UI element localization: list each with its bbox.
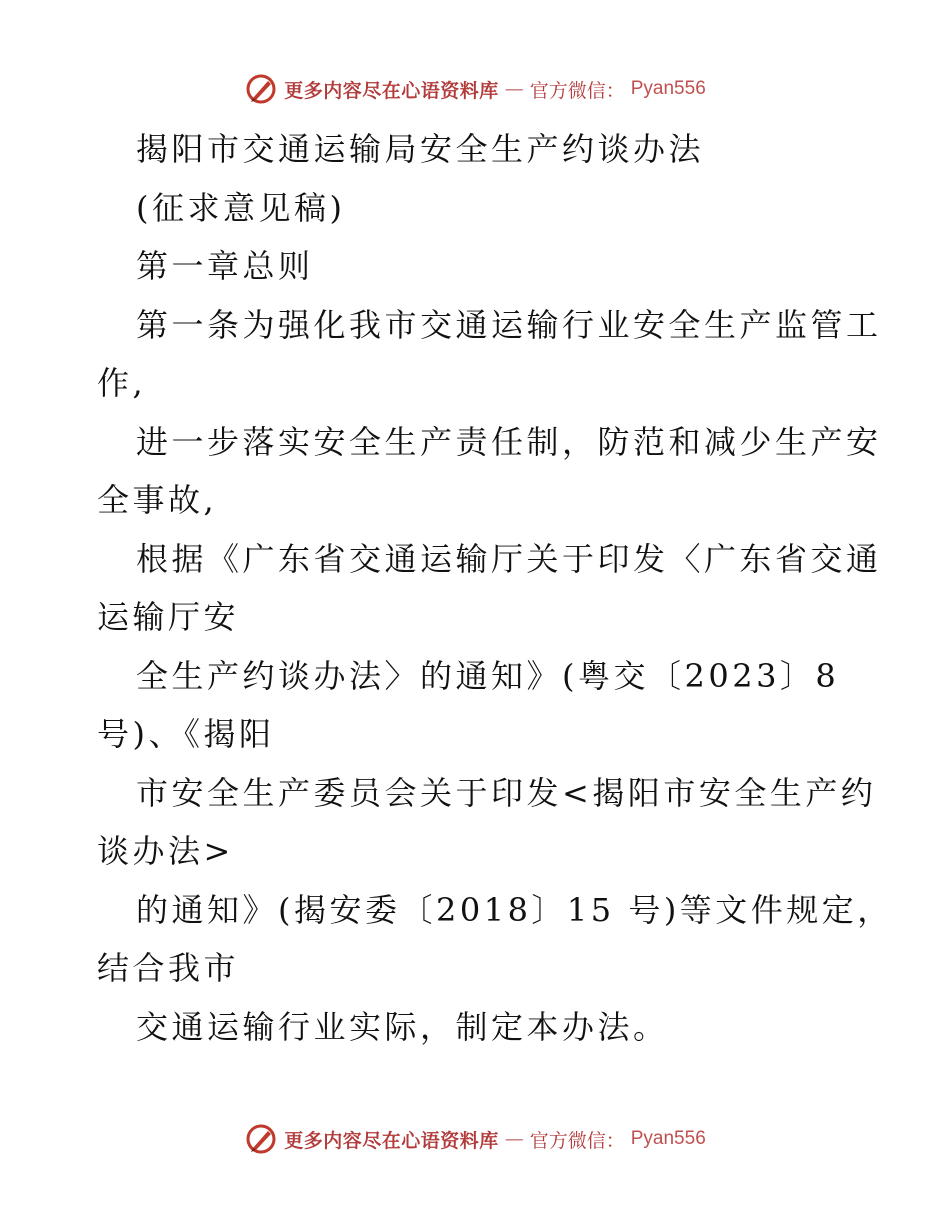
banner-wechat-label: 官方微信： [529, 1129, 625, 1152]
banner-separator: — [504, 78, 524, 100]
document-line: 根据《广东省交通运输厅关于印发〈广东省交通 [136, 539, 882, 578]
document-line: 交通运输行业实际，制定本办法。 [136, 1007, 669, 1046]
document-line: 第一章总则 [136, 247, 314, 285]
document-line: 的通知》(揭安委〔2018〕15 号)等文件规定， [136, 890, 893, 929]
document-body [97, 120, 893, 1056]
banner-brand: 更多内容尽在心语资料库 [284, 1129, 499, 1152]
document-line: 全事故, [97, 481, 218, 519]
document-line: 全生产约谈办法〉的通知》(粤交〔2023〕8 [136, 656, 840, 695]
pen-logo-icon [244, 72, 278, 106]
banner-wechat-label: 官方微信： [529, 79, 625, 102]
document-line: 进一步落实安全生产责任制，防范和减少生产安 [136, 422, 882, 461]
pen-logo-icon [244, 1122, 278, 1156]
document-line: 作, [97, 364, 147, 402]
banner-separator: — [504, 1128, 524, 1150]
document-line: (征求意见稿) [136, 188, 346, 227]
header-watermark-banner [0, 72, 950, 106]
document-line: 揭阳市交通运输局安全生产约谈办法 [136, 130, 705, 168]
banner-wechat-id: Pyan556 [630, 1128, 706, 1149]
footer-watermark-banner [0, 1122, 950, 1156]
document-line: 运输厅安 [97, 598, 240, 636]
document-line: 号)、《揭阳 [97, 715, 275, 753]
document-line: 市安全生产委员会关于印发<揭阳市安全生产约 [136, 773, 877, 812]
document-line: 第一条为强化我市交通运输行业安全生产监管工 [136, 305, 882, 344]
banner-wechat-id: Pyan556 [630, 78, 706, 99]
banner-brand: 更多内容尽在心语资料库 [284, 79, 499, 102]
document-line: 谈办法> [97, 832, 234, 870]
document-line: 结合我市 [97, 949, 240, 987]
